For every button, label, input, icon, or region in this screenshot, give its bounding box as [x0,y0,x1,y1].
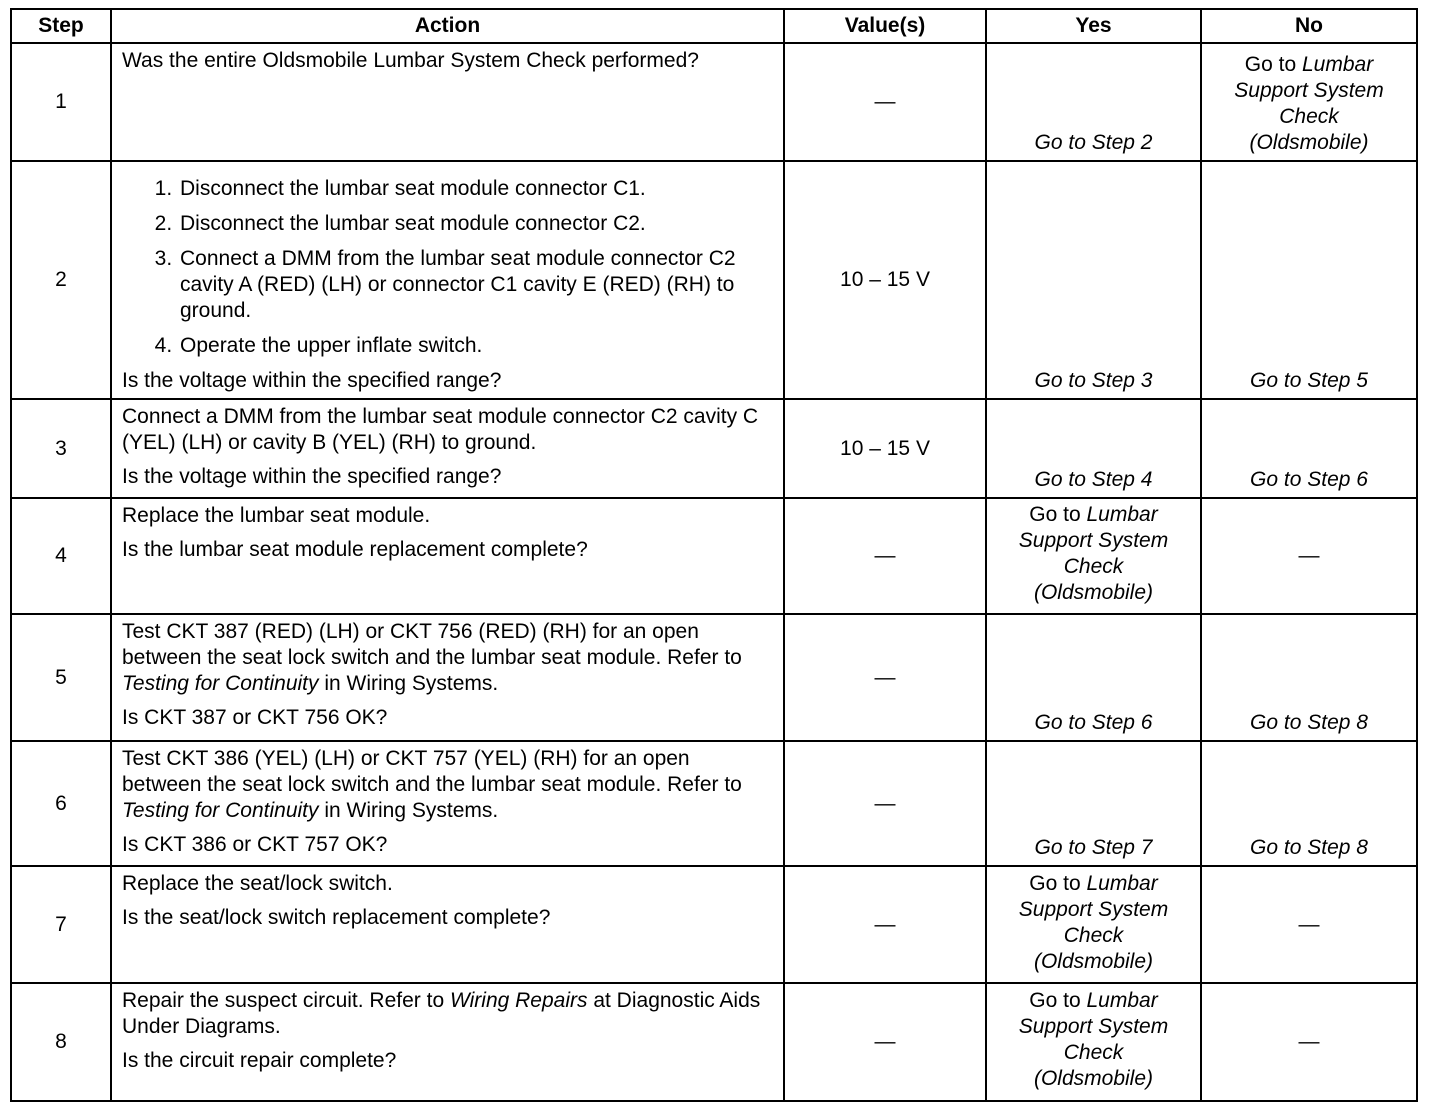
action-cell [111,161,784,399]
italic-text: (Oldsmobile) [1033,949,1154,973]
italic-text: Check [1063,1041,1124,1064]
action-paragraph [122,871,773,897]
header-no: No [1201,9,1417,43]
italic-text: Lumbar [1086,989,1158,1012]
no-cell: — [1201,866,1417,983]
action-paragraph [122,537,773,563]
text: at Diagnostic Aids Under Diagrams. [122,989,761,1038]
yes-cell [986,741,1201,866]
yes-cell [986,498,1201,614]
italic-text: Support System [1018,529,1169,552]
action-cell [111,43,784,161]
no-cell: — [1201,498,1417,614]
value-cell: — [784,741,986,866]
text: Test CKT 386 (YEL) (LH) or CKT 757 (YEL) (RH) for an open between the seat lock switch and the lumbar seat module. Refer to [122,747,742,796]
yes-cell [986,614,1201,741]
text: Is the seat/lock switch replacement complete? [122,906,551,929]
header-values: Value(s) [784,9,986,43]
italic-text: Wiring Repairs [449,989,588,1012]
yes-cell [986,983,1201,1101]
value-cell: 10 – 15 V [784,161,986,399]
step-number: 4 [11,498,111,614]
italic-text: Check [1279,105,1339,128]
cell-line [1208,52,1410,78]
italic-text: Support System [1018,1015,1169,1038]
action-step: 4. Operate the upper inflate switch. [178,333,773,359]
action-paragraph [122,464,773,490]
cell-line [993,988,1194,1014]
italic-text: Check [1063,555,1124,578]
action-paragraph [122,404,773,456]
action-paragraph [122,503,773,529]
text: in Wiring Systems. [318,799,499,822]
table-row [11,983,1417,1101]
cell-line [1208,104,1410,130]
action-cell [111,498,784,614]
italic-text: (Oldsmobile) [1033,581,1154,604]
italic-text: Go to Step 7 [1034,836,1153,859]
header-step: Step [11,9,111,43]
text: Go to [1029,871,1087,895]
table-row [11,614,1417,741]
text: Replace the lumbar seat module. [122,504,431,527]
action-paragraph [122,619,773,697]
cell-line [1208,710,1410,736]
action-paragraph [122,368,773,394]
cell-line [993,835,1194,861]
action-cell [111,399,784,498]
italic-text: (Oldsmobile) [1033,1067,1154,1090]
cell-line [993,580,1194,606]
cell-line [1208,130,1410,156]
italic-text: Check [1063,923,1124,947]
italic-text: Lumbar [1086,503,1158,526]
yes-cell [986,399,1201,498]
text: Go to [1244,53,1302,76]
text: Is the lumbar seat module replacement complete? [122,538,588,561]
step-number: 6 [11,741,111,866]
action-paragraph [122,746,773,824]
header-action: Action [111,9,784,43]
no-cell [1201,161,1417,399]
no-cell [1201,741,1417,866]
table-row [11,43,1417,161]
italic-text: (Oldsmobile) [1249,131,1369,154]
cell-line [993,554,1194,580]
table-row [11,866,1417,983]
action-steps-list [122,176,773,359]
value-cell: 10 – 15 V [784,399,986,498]
text: Test CKT 387 (RED) (LH) or CKT 756 (RED) (RH) for an open between the seat lock switch and the lumbar seat module. Refer to [122,620,742,669]
action-step: 2. Disconnect the lumbar seat module connector C2. [178,211,773,237]
cell-line [993,502,1194,528]
italic-text: Go to Step 8 [1250,711,1368,734]
text: Repair the suspect circuit. Refer to [122,989,450,1012]
action-cell [111,741,784,866]
cell-line [993,467,1194,493]
diagnostic-table [10,8,1418,1102]
text: Was the entire Oldsmobile Lumbar System Check performed? [122,49,699,72]
cell-line [993,871,1194,897]
text: in Wiring Systems. [318,672,499,695]
cell-line [993,949,1194,975]
italic-text: Support System [1018,897,1169,921]
text: Is CKT 387 or CKT 756 OK? [122,706,388,729]
action-paragraph [122,988,773,1040]
cell-line [1208,78,1410,104]
cell-line [993,923,1194,949]
italic-text: Go to Step 5 [1250,369,1368,392]
action-paragraph [122,1048,773,1074]
cell-line [993,710,1194,736]
cell-line [1208,835,1410,861]
action-cell [111,866,784,983]
no-cell [1201,614,1417,741]
italic-text: Lumbar [1086,871,1158,895]
action-paragraph [122,705,773,731]
italic-text: Support System [1234,79,1384,102]
cell-line [1208,368,1410,394]
table-row [11,498,1417,614]
value-cell: — [784,614,986,741]
header-row [11,9,1417,43]
action-paragraph [122,832,773,858]
italic-text: Go to Step 4 [1034,468,1153,491]
step-number: 1 [11,43,111,161]
yes-cell [986,43,1201,161]
step-number: 3 [11,399,111,498]
value-cell: — [784,866,986,983]
text: Connect a DMM from the lumbar seat module connector C2 cavity C (YEL) (LH) or cavity B (YEL) (RH) to ground. [122,405,759,454]
action-cell [111,614,784,741]
action-step: 1. Disconnect the lumbar seat module connector C1. [178,176,773,202]
action-cell [111,983,784,1101]
text: Go to [1029,989,1087,1012]
cell-line [1208,467,1410,493]
text: Is the voltage within the specified range? [122,465,502,488]
italic-text: Go to Step 6 [1250,468,1368,491]
step-number: 5 [11,614,111,741]
yes-cell [986,866,1201,983]
header-yes: Yes [986,9,1201,43]
italic-text: Lumbar [1302,53,1374,76]
step-number: 8 [11,983,111,1101]
yes-cell [986,161,1201,399]
text: Is CKT 386 or CKT 757 OK? [122,833,388,856]
text: Is the circuit repair complete? [122,1049,397,1072]
italic-text: Go to Step 6 [1034,711,1153,734]
italic-text: Go to Step 8 [1250,836,1368,859]
text: Go to [1029,503,1087,526]
action-paragraph [122,48,773,74]
italic-text: Testing for Continuity [122,799,319,822]
cell-line [993,1040,1194,1066]
step-number: 2 [11,161,111,399]
no-cell [1201,399,1417,498]
cell-line [993,1066,1194,1092]
no-cell [1201,43,1417,161]
text: Replace the seat/lock switch. [122,872,393,895]
table-row [11,399,1417,498]
italic-text: Go to Step 2 [1034,131,1153,154]
no-cell: — [1201,983,1417,1101]
value-cell: — [784,43,986,161]
cell-line [993,528,1194,554]
table-row [11,741,1417,866]
step-number: 7 [11,866,111,983]
cell-line [993,1014,1194,1040]
cell-line [993,130,1194,156]
cell-line [993,897,1194,923]
italic-text: Testing for Continuity [122,672,319,695]
value-cell: — [784,983,986,1101]
text: Is the voltage within the specified range? [122,369,502,392]
value-cell: — [784,498,986,614]
cell-line [993,368,1194,394]
action-paragraph [122,905,773,931]
table-row [11,161,1417,399]
action-step: 3. Connect a DMM from the lumbar seat module connector C2 cavity A (RED) (LH) or connector C1 cavity E (RED) (RH) to ground. [178,246,773,324]
italic-text: Go to Step 3 [1034,369,1153,392]
